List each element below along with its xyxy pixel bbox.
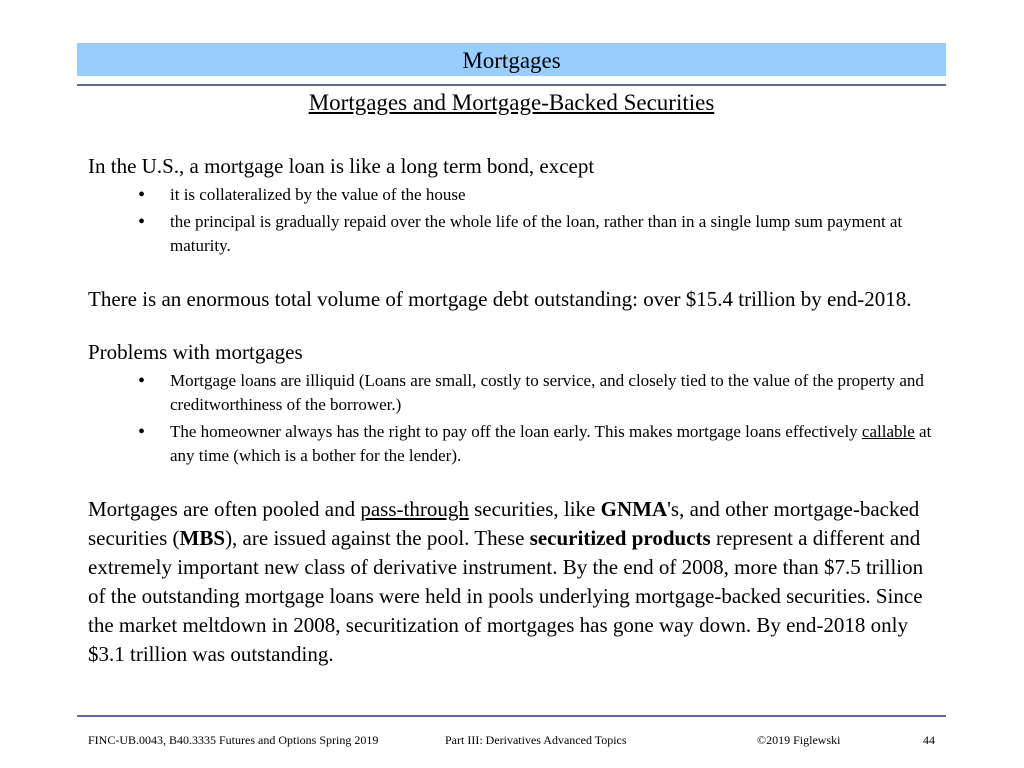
bullet-icon: • xyxy=(138,370,146,392)
bullet-icon: • xyxy=(138,211,146,233)
bullet-text-part: The homeowner always has the right to pay off the loan early. This makes mortgage loans effectively xyxy=(170,422,862,441)
mortgage-volume-text: There is an enormous total volume of mortgage debt outstanding: over $15.4 trillion by end-2018. xyxy=(88,287,912,311)
footer-part: Part III: Derivatives Advanced Topics xyxy=(445,733,627,747)
text-run: ), are issued against the pool. These xyxy=(225,526,530,550)
footer-divider xyxy=(77,715,946,717)
securitized-products-term: securitized products xyxy=(529,526,711,550)
bullet-text: it is collateralized by the value of the house xyxy=(170,185,466,204)
pass-through-term: pass-through xyxy=(360,497,469,521)
securitization-paragraph xyxy=(88,495,940,669)
header-divider xyxy=(77,84,946,86)
mortgage-intro: In the U.S., a mortgage loan is like a long term bond, except xyxy=(88,154,595,178)
bullet-text-part: at any time (which is a bother for the lender). xyxy=(170,422,932,465)
slide-title: Mortgages xyxy=(462,48,561,73)
slide-subtitle: Mortgages and Mortgage-Backed Securities xyxy=(308,90,715,115)
problems-heading: Problems with mortgages xyxy=(88,340,303,364)
bullet-icon: • xyxy=(138,184,146,206)
bullet-text: Mortgage loans are illiquid (Loans are small, costly to service, and closely tied to the value of the property and creditworthiness of the borrower.) xyxy=(170,371,924,414)
list-item xyxy=(88,369,940,417)
text-run: represent a different and extremely important new class of derivative instrument. By the end of 2008, more than $7.5 trillion of the outstanding mortgage loans were held in pools underlying mortgage-backed securities. Since the market meltdown in 2008, securitization of mortgages has gone way down. By end-2018 only $3.1 trillion was outstanding. xyxy=(88,526,924,666)
footer-course: FINC-UB.0043, B40.3335 Futures and Options Spring 2019 xyxy=(88,733,379,747)
callable-term: callable xyxy=(861,422,915,441)
list-item xyxy=(88,183,940,207)
text-run: 's, and other mortgage-backed securities ( xyxy=(88,497,920,550)
bullet-icon: • xyxy=(138,421,146,443)
gnma-term: GNMA xyxy=(600,497,668,521)
footer-page-number: 44 xyxy=(923,733,935,747)
footer-copyright: ©2019 Figlewski xyxy=(757,733,841,747)
text-run: Mortgages are often pooled and xyxy=(88,497,361,521)
slide-body xyxy=(88,152,940,669)
text-run: securities, like xyxy=(468,497,601,521)
list-item xyxy=(88,420,940,468)
problems-list xyxy=(88,369,940,468)
slide-title-bar xyxy=(77,43,946,76)
bullet-text: the principal is gradually repaid over the whole life of the loan, rather than in a single lump sum payment at maturity. xyxy=(170,212,903,255)
slide-footer xyxy=(0,731,1024,749)
mortgage-features-list xyxy=(88,183,940,258)
list-item xyxy=(88,210,940,258)
mbs-term: MBS xyxy=(179,526,226,550)
